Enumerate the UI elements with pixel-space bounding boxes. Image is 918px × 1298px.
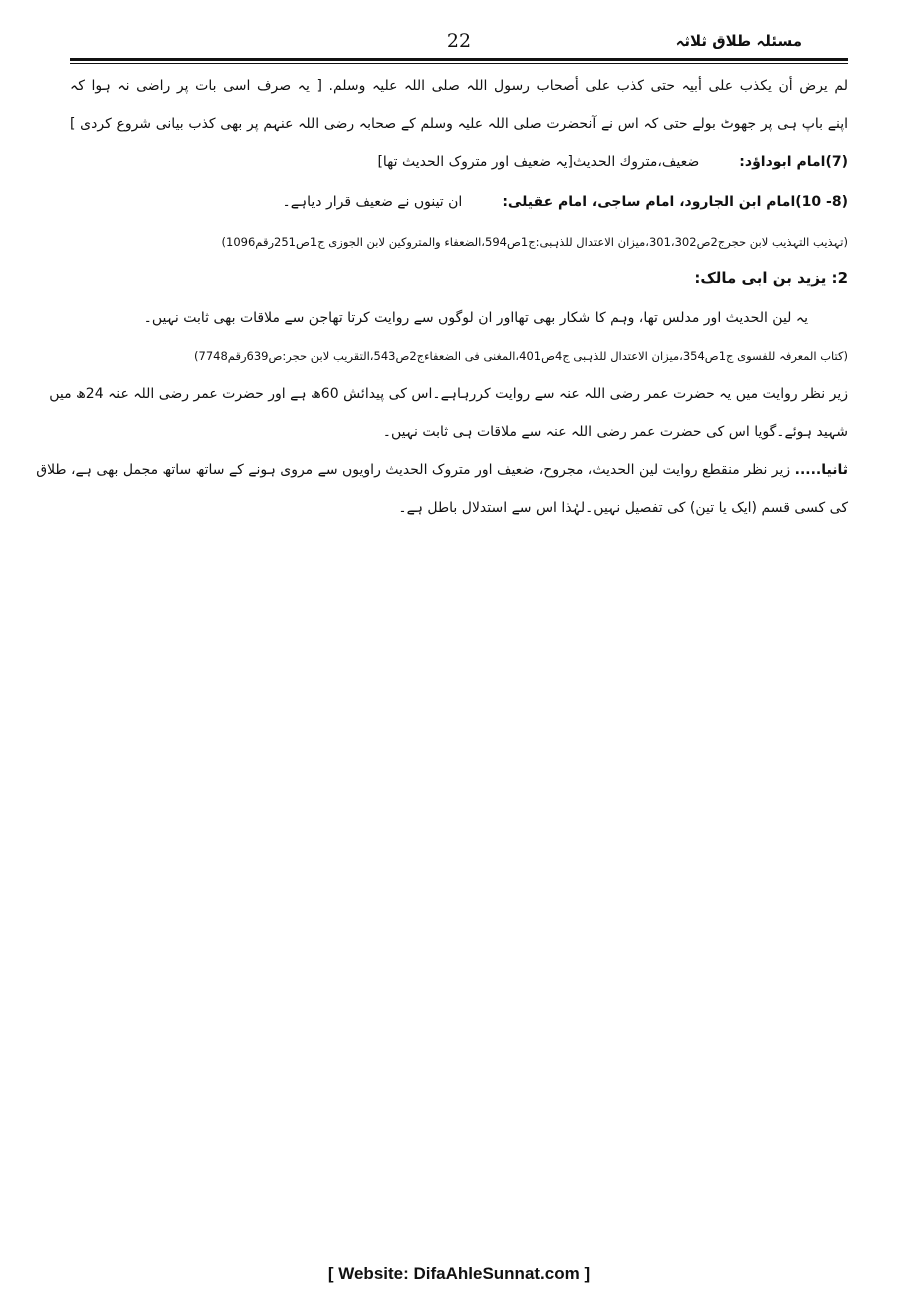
header-rule-thick xyxy=(70,58,848,61)
reference-2: (کتاب المعرفہ للفسوی ج1ص354،میزان الاعتدال للذہبی ج4ص401،المغنی فی الضعفاءج2ص543،التقریب لابن حجر:ص639رقم7748) xyxy=(194,349,848,363)
header-rule-thin xyxy=(70,63,848,64)
narrator-verdict-abu-dawud: ضعیف،متروك الحدیث[یہ ضعیف اور متروک الحدیث تھا] xyxy=(377,154,700,170)
secondly-text: زیر نظر منقطع روایت لین الحدیث، مجروح، ضعیف اور متروک الحدیث راویوں سے مروی ہونے کے ساتھ ساتھ مجمل بھی ہے، طلاق xyxy=(36,462,791,478)
text-line-9: کی کسی قسم (ایک یا تین) کی تفصیل نہیں۔لہٰذا اس سے استدلال باطل ہے۔ xyxy=(398,500,848,516)
text-line-4 xyxy=(70,192,848,212)
page-number: 22 xyxy=(446,30,472,52)
narrator-label-group: (8- 10)امام ابن الجارود، امام ساجی، امام عقیلی: xyxy=(502,194,848,210)
reference-1: (تہذیب التہذیب لابن حجرج2ص301،302،میزان الاعتدال للذہبی:ج1ص594،الضعفاء والمتروکین لابن الجوزی ج1ص251رقم1096) xyxy=(221,235,848,249)
text-line-5: یہ لین الحدیث اور مدلس تھا، وہم کا شکار بھی تھااور ان لوگوں سے روایت کرتا تھاجن سے ملاقات بھی ثابت نہیں۔ xyxy=(143,310,808,326)
text-line-8 xyxy=(36,460,848,480)
page-header xyxy=(70,30,848,58)
text-line-6: زیر نظر روایت میں یہ حضرت عمر رضی اللہ عنہ سے روایت کررہاہے۔اس کی پیدائش 60ھ ہے اور حضرت عمر رضی اللہ عنہ 24ھ میں xyxy=(49,386,848,402)
section-heading-yazid: 2: یزید بن ابی مالک: xyxy=(694,269,848,287)
text-line-1: لم یرض أن یکذب علی أبیہ حتی کذب علی أصحاب رسول اللہ صلی اللہ علیہ وسلم. [ یہ صرف اسی بات پر راضی نہ ہوا کہ xyxy=(70,78,848,94)
narrator-label-abu-dawud: (7)امام ابوداؤد: xyxy=(739,154,848,170)
secondly-label: ثانیا..... xyxy=(794,462,848,478)
text-line-7: شہید ہوئے۔گویا اس کی حضرت عمر رضی اللہ عنہ سے ملاقات ہی ثابت نہیں۔ xyxy=(382,424,848,440)
text-line-3 xyxy=(70,152,848,172)
book-title: مسئلہ طلاق ثلاثہ xyxy=(675,32,802,50)
footer-website: [ Website: DifaAhleSunnat.com ] xyxy=(327,1264,591,1283)
narrator-verdict-group: ان تینوں نے ضعیف قرار دیاہے۔ xyxy=(282,194,463,210)
text-line-2: اپنے باپ ہی پر جھوٹ بولے حتی کہ اس نے آنحضرت صلی اللہ علیہ وسلم کے صحابہ رضی اللہ عنہم پر بھی کذب بیانی شروع کردی ] xyxy=(70,116,848,132)
